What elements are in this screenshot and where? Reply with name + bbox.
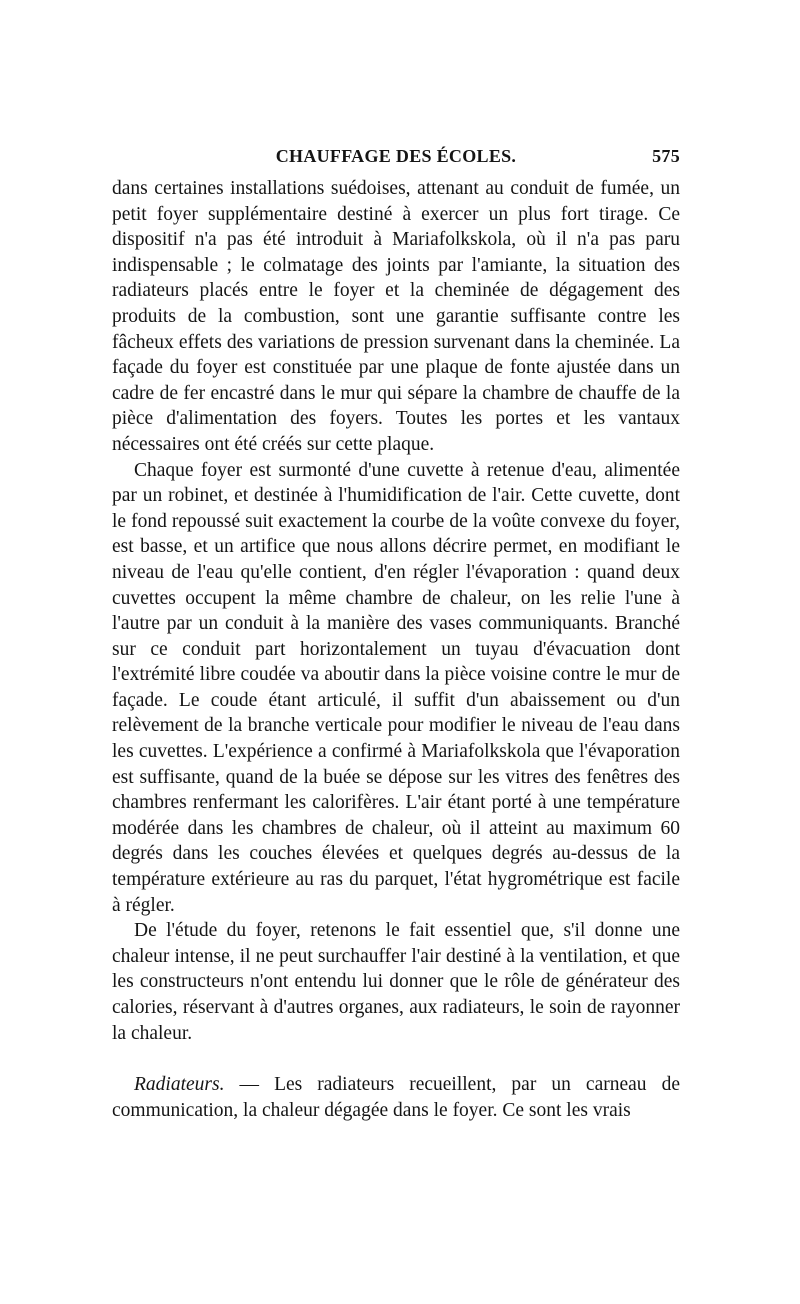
paragraph: Chaque foyer est surmonté d'une cuvette à retenue d'eau, alimentée par un robinet, et destinée à l'humidification de l'air. Cette cuvette, dont le fond repoussé suit exactement la courbe de la voûte convexe du foyer, est basse, et un artifice que nous allons décrire permet, en modifiant le niveau de l'eau qu'elle contient, d'en régler l'évaporation : quand deux cuvettes occupent la même chambre de chaleur, on les relie l'une à l'autre par un conduit à la manière des vases communiquants. Branché sur ce conduit part horizontalement un tuyau d'évacuation dont l'extrémité libre coudée va aboutir dans la pièce voisine contre le mur de façade. Le coude étant articulé, il suffit d'un abaissement ou d'un relèvement de la branche verticale pour modifier le niveau de l'eau dans les cuvettes. L'expérience a confirmé à Mariafolkskola que l'évaporation est suffisante, quand de la buée se dépose sur les vitres des fenêtres des chambres renfermant les calorifères. L'air étant porté à une température modérée dans les chambres de chaleur, où il atteint au maximum 60 degrés dans les couches élevées et quelques degrés au-dessus de la température extérieure au ras du parquet, l'état hygrométrique est facile à régler.	[112, 459, 680, 916]
book-page	[112, 146, 680, 1123]
body-text	[112, 176, 680, 1123]
running-title: CHAUFFAGE DES ÉCOLES.	[275, 146, 517, 166]
section-title: Radiateurs.	[134, 1074, 225, 1096]
running-head	[112, 146, 680, 176]
section-paragraph	[112, 1072, 680, 1123]
section-text: — Les radiateurs recueillent, par un carneau de communication, la chaleur dégagée dans le foyer. Ce sont les vrais	[112, 1074, 680, 1121]
paragraph: De l'étude du foyer, retenons le fait essentiel que, s'il donne une chaleur intense, il ne peut surchauffer l'air destiné à la ventilation, et que les constructeurs n'ont entendu lui donner que le rôle de générateur des calories, réservant à d'autres organes, aux radiateurs, le soin de rayonner la chaleur.	[112, 920, 680, 1044]
page-number: 575	[652, 146, 680, 166]
paragraph: dans certaines installations suédoises, attenant au conduit de fumée, un petit foyer supplémentaire destiné à exercer un plus fort tirage. Ce dispositif n'a pas été introduit à Mariafolkskola, où il n'a pas paru indispensable ; le colmatage des joints par l'amiante, la situation des radiateurs placés entre le foyer et la cheminée de dégagement des produits de la combustion, sont une garantie suffisante contre les fâcheux effets des variations de pression survenant dans la cheminée. La façade du foyer est constituée par une plaque de fonte ajustée dans un cadre de fer encastré dans le mur qui sépare la chambre de chauffe de la pièce d'alimentation des foyers. Toutes les portes et les vantaux nécessaires ont été créés sur cette plaque.	[112, 178, 680, 455]
